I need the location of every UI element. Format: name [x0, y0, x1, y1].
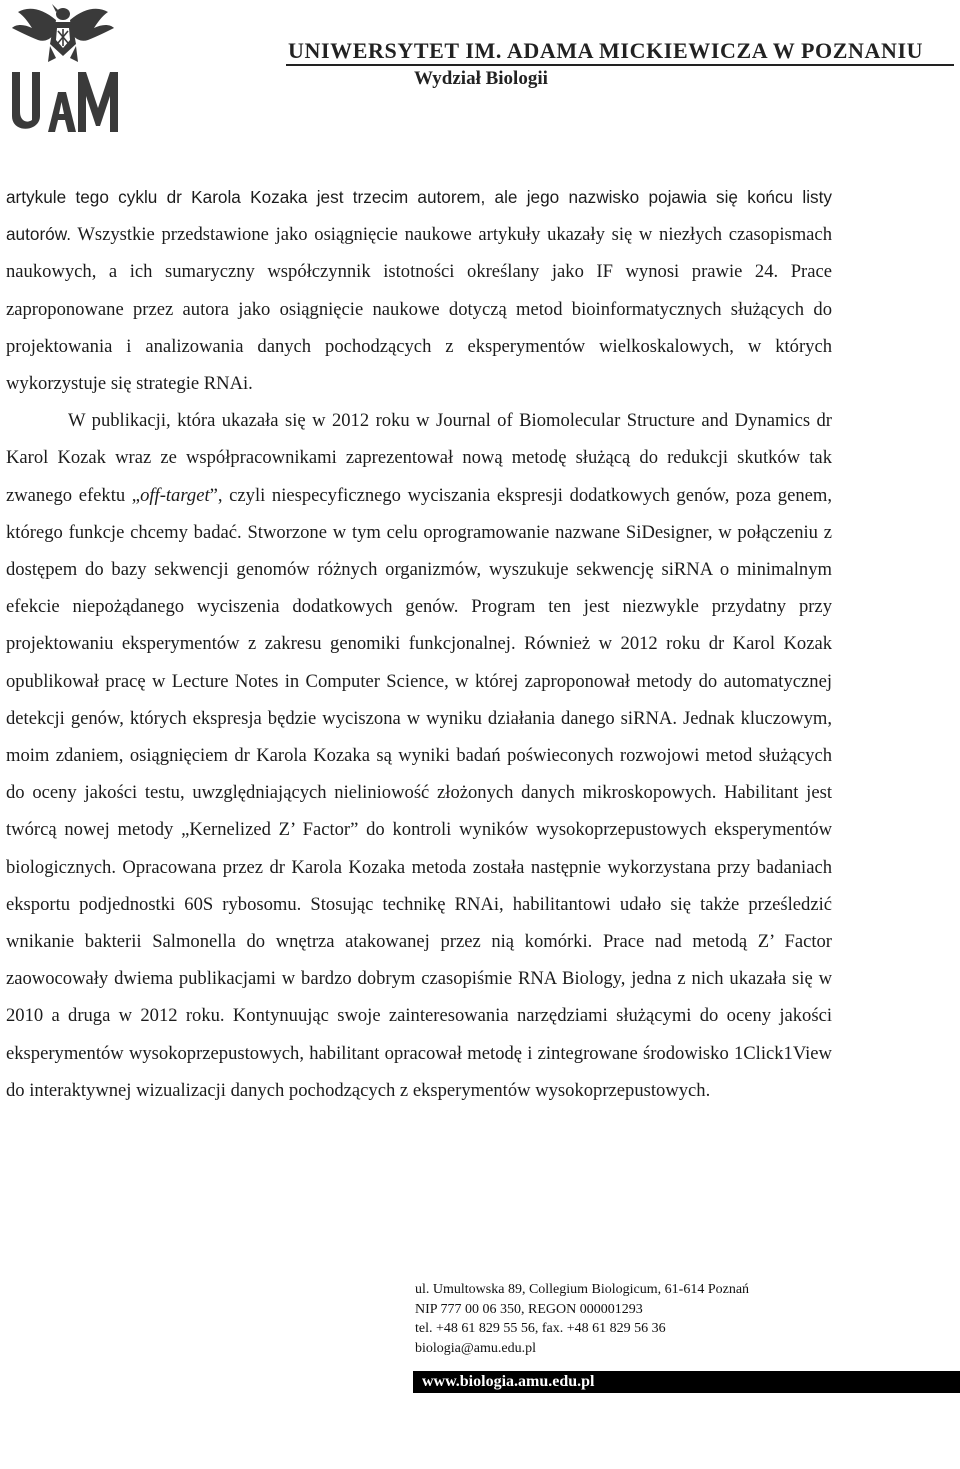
document-body: [6, 179, 832, 1109]
uam-logo: [4, 0, 122, 134]
footer-address: ul. Umultowska 89, Collegium Biologicum, 61-614 Poznań: [415, 1282, 750, 1297]
paragraph-1-lead: artykule tego cyklu dr Karola Kozaka jest trzecim autorem, ale jego nazwisko pojawia się końcu listy autorów.: [6, 187, 832, 245]
paragraph-2-rest: ”, czyli niespecyficznego wyciszania ekspresji dodatkowych genów, poza genem, którego funkcje chcemy badać. Stworzone w tym celu oprogramowanie nazwane SiDesigner, w połączeniu z dostępem do bazy sekwencji genomów różnych organizmów, wyszukuje sekwencję siRNA o minimalnym efekcie niepożądanego wyciszenia dodatkowych genów. Program ten jest niezwykle przydatny przy projektowaniu eksperymentów z zakresu genomiki funkcjonalnej. Również w 2012 roku dr Karol Kozak opublikował pracę w Lecture Notes in Computer Science, w której zaproponował metody do automatycznej detekcji genów, których ekspresja będzie wyciszona w wyniku działania danego siRNA. Jednak kluczowym, moim zdaniem, osiągnięciem dr Karola Kozaka są wyniki badań poświeconych rozwojowi metod służących do oceny jakości testu, uwzględniających nieliniowość złożonych danych mikroskopowych. Habilitant jest twórcą nowej metody „Kernelized Z’ Factor” do kontroli wyników wysokoprzepustowych eksperymentów biologicznych. Opracowana przez dr Karola Kozaka metoda została następnie wykorzystana przy badaniach eksportu podjednostki 60S rybosomu. Stosując technikę RNAi, habilitantowi udało się także prześledzić wnikanie bakterii Salmonella do wnętrza atakowanej przez nią komórki. Prace nad metodą Z’ Factor zaowocowały dwiema publikacjami w bardzo dobrym czasopiśmie RNA Biology, jedna z nich ukazała się w 2010 a druga w 2012 roku. Kontynuując swoje zainteresowania narzędziami służącymi do oceny jakości eksperymentów wysokoprzepustowych, habilitant opracował metodę i zintegrowane środowisko 1Click1View do interaktywnej wizualizacji danych pochodzących z eksperymentów wysokoprzepustowych.: [6, 484, 832, 1101]
university-name: UNIWERSYTET IM. ADAMA MICKIEWICZA W POZNANIU: [288, 38, 924, 63]
paragraph-2: [6, 402, 832, 1109]
header-rule: [286, 64, 954, 66]
footer-phone: tel. +48 61 829 55 56, fax. +48 61 829 56 36: [415, 1321, 666, 1336]
footer-address-block: [415, 1280, 749, 1358]
paragraph-2-start: W publikacji, która ukazała się w 2012 roku w Journal of Biomolecular Structure and Dynamics dr Karol Kozak wraz ze współpracownikami zaprezentował nową metodę służącą do redukcji skutków tak zwanego efektu „: [6, 410, 832, 506]
faculty-name: Wydział Biologii: [414, 68, 548, 89]
footer-ids: NIP 777 00 06 350, REGON 000001293: [415, 1301, 643, 1317]
off-target-term: off-target: [140, 484, 210, 506]
footer-email[interactable]: biologia@amu.edu.pl: [415, 1340, 536, 1356]
paragraph-1-rest: Wszystkie przedstawione jako osiągnięcie naukowe artykuły ukazały się w niezłych czasopismach naukowych, a ich sumaryczny współczynnik istotności określany jako IF wynosi prawie 24. Prace zaproponowane przez autora jako osiągnięcie naukowe dotyczą metod bioinformatycznych służących do projektowania i analizowania danych pochodzących z eksperymentów wielkoskalowych, w których wykorzystuje się strategie RNAi.: [6, 224, 832, 395]
paragraph-1: [6, 179, 832, 402]
footer-website-link[interactable]: www.biologia.amu.edu.pl: [422, 1373, 595, 1390]
